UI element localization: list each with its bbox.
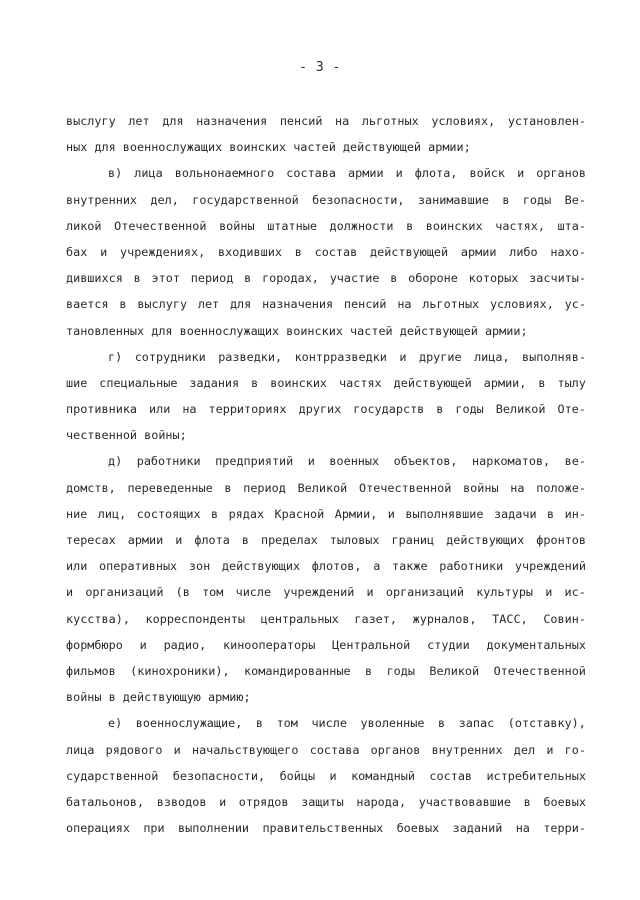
text-line: формбюро и радио, кинооператоры Центральной студии документальных	[66, 637, 586, 652]
text-line: внутренних дел, государственной безопасности, занимавшие в годы Ве-	[66, 192, 586, 207]
text-line: и организаций (в том числе учреждений и организаций культуры и ис-	[66, 585, 586, 600]
text-line: е) военнослужащие, в том числе уволенные в запас (отставку),	[108, 716, 586, 731]
page-number: - 3 -	[299, 60, 341, 75]
text-line: выслугу лет для назначения пенсий на льготных условиях, установлен-	[66, 114, 586, 128]
text-line: бах и учреждениях, входивших в состав действующей армии либо нахо-	[66, 244, 586, 259]
text-line: тановленных для военнослужащих воинских частей действующей армии;	[66, 323, 528, 338]
text-line: ликой Отечественной войны штатные должности в воинских частях, шта-	[66, 218, 586, 233]
text-line: кусства), корреспонденты центральных газет, журналов, ТАСС, Совин-	[66, 611, 586, 626]
text-line: чественной войны;	[66, 428, 187, 443]
text-line: вается в выслугу лет для назначения пенсий на льготных условиях, ус-	[66, 297, 586, 312]
text-line: г) сотрудники разведки, контрразведки и другие лица, выполняв-	[108, 349, 586, 364]
text-line: тересах армии и флота в пределах тыловых границ действующих фронтов	[66, 533, 586, 547]
text-line: сударственной безопасности, бойцы и командный состав истребительных	[66, 768, 586, 783]
text-line: противника или на территориях других государств в годы Великой Оте-	[66, 402, 586, 417]
document-body	[66, 108, 586, 841]
text-line: шие специальные задания в воинских частях действующей армии, в тылу	[66, 375, 586, 390]
text-line: дившихся в этот период в городах, участие в обороне которых засчиты-	[66, 271, 586, 286]
text-line: или оперативных зон действующих флотов, а также работники учреждений	[66, 559, 586, 574]
text-line: войны в действующую армию;	[66, 690, 251, 705]
text-line: ние лиц, состоящих в рядах Красной Армии, и выполнявшие задачи в ин-	[66, 506, 586, 521]
text-line: домств, переведенные в период Великой Отечественной войны на положе-	[66, 480, 586, 495]
text-line: фильмов (кинохроники), командированные в годы Великой Отечественной	[66, 663, 586, 678]
text-line: д) работники предприятий и военных объектов, наркоматов, ве-	[108, 454, 586, 469]
text-line: ных для военнослужащих воинских частей действующей армии;	[66, 140, 471, 155]
text-line: батальонов, взводов и отрядов защиты народа, участвовавшие в боевых	[66, 794, 586, 809]
text-line: в) лица вольнонаемного состава армии и флота, войск и органов	[108, 166, 586, 181]
text-line: операциях при выполнении правительственных боевых заданий на терри-	[66, 821, 586, 836]
text-line: лица рядового и начальствующего состава органов внутренних дел и го-	[66, 742, 586, 757]
